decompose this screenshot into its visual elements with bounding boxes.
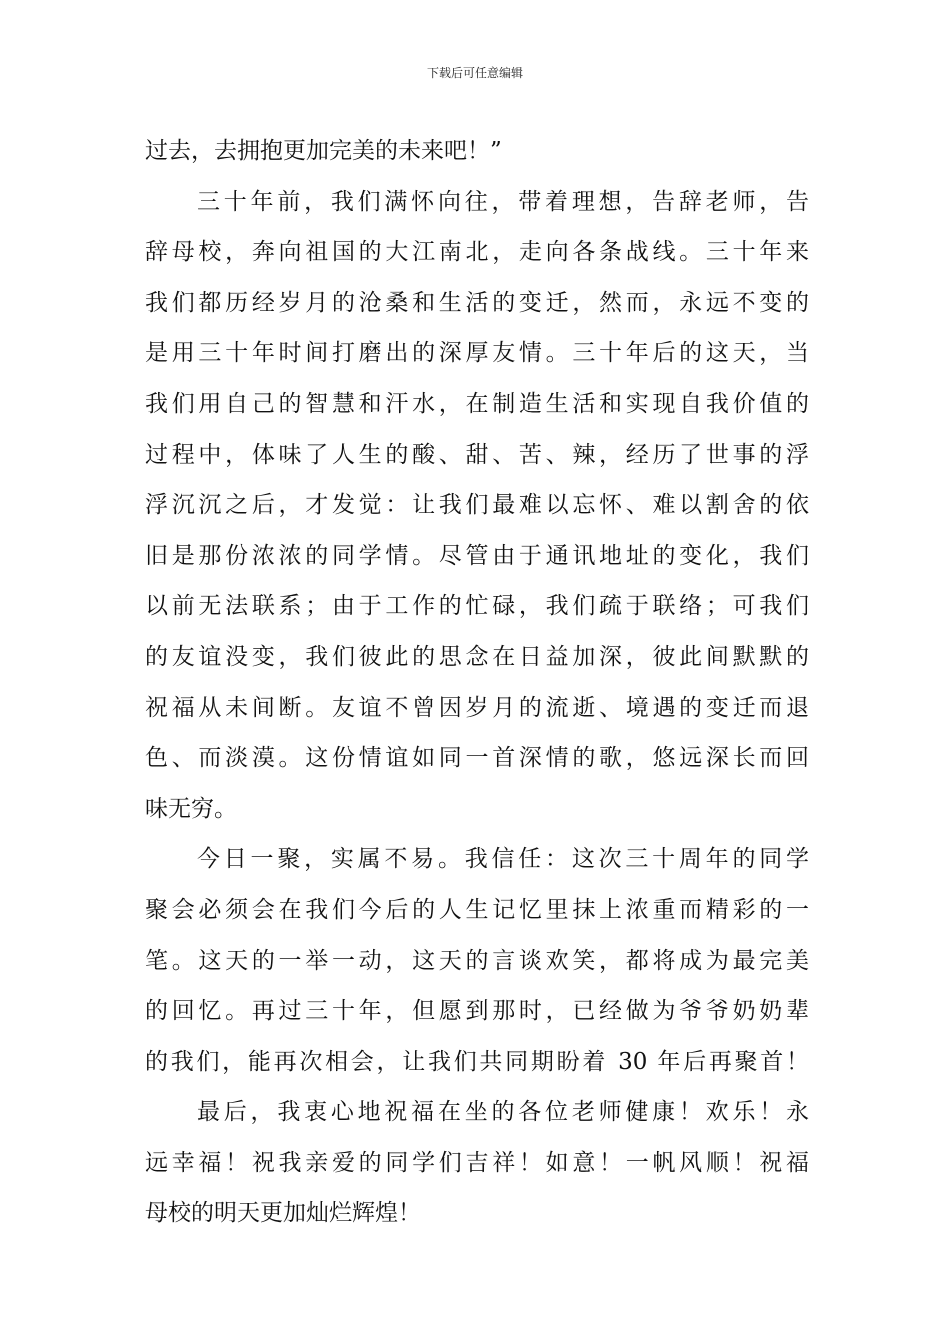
text-line: 聚会必须会在我们今后的人生记忆里抹上浓重而精彩的一 bbox=[145, 896, 809, 923]
text-line: 母校的明天更加灿烂辉煌！ bbox=[145, 1200, 421, 1227]
text-line: 笔。这天的一举一动，这天的言谈欢笑，都将成为最完美 bbox=[145, 947, 809, 974]
text-line: 远幸福！祝我亲爱的同学们吉祥！如意！一帆风顺！祝福 bbox=[145, 1149, 809, 1176]
text-line: 味无穷。 bbox=[145, 795, 237, 822]
text-line: 浮沉沉之后，才发觉：让我们最难以忘怀、难以割舍的依 bbox=[145, 492, 809, 519]
text-line: 色、而淡漠。这份情谊如同一首深情的歌，悠远深长而回 bbox=[145, 745, 809, 772]
page-header: 下载后可任意编辑 bbox=[426, 66, 523, 80]
text-line: 祝福从未间断。友谊不曾因岁月的流逝、境遇的变迁而退 bbox=[145, 694, 809, 721]
body-text bbox=[145, 126, 809, 1239]
text-line: 三十年前，我们满怀向往，带着理想，告辞老师，告 bbox=[197, 188, 809, 215]
text-line: 过去，去拥抱更加完美的未来吧！” bbox=[145, 138, 502, 164]
text-line: 是用三十年时间打磨出的深厚友情。三十年后的这天，当 bbox=[145, 340, 809, 367]
text-line: 的回忆。再过三十年，但愿到那时，已经做为爷爷奶奶辈 bbox=[145, 998, 809, 1025]
text-line: 今日一聚，实属不易。我信任：这次三十周年的同学 bbox=[197, 846, 809, 873]
text-line: 我们用自己的智慧和汗水，在制造生活和实现自我价值的 bbox=[145, 390, 809, 417]
text-line: 旧是那份浓浓的同学情。尽管由于通讯地址的变化，我们 bbox=[145, 542, 809, 569]
text-line: 以前无法联系；由于工作的忙碌，我们疏于联络；可我们 bbox=[145, 593, 809, 620]
text-line: 最后，我衷心地祝福在坐的各位老师健康！欢乐！永 bbox=[197, 1099, 809, 1126]
text-line: 我们都历经岁月的沧桑和生活的变迁，然而，永远不变的 bbox=[145, 289, 809, 316]
text-line: 辞母校，奔向祖国的大江南北，走向各条战线。三十年来 bbox=[145, 239, 809, 266]
text-line: 过程中，体味了人生的酸、甜、苦、辣，经历了世事的浮 bbox=[145, 441, 809, 468]
text-line: 的我们，能再次相会，让我们共同期盼着 30 年后再聚首！ bbox=[145, 1048, 809, 1075]
text-line: 的友谊没变，我们彼此的思念在日益加深，彼此间默默的 bbox=[145, 643, 809, 670]
